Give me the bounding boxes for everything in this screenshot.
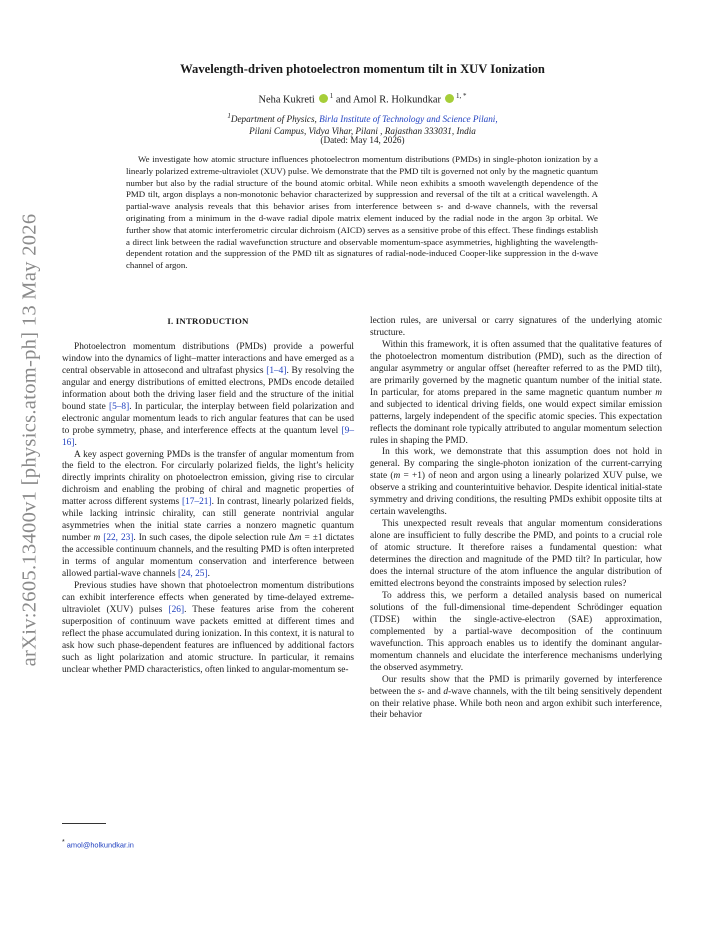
- abstract-text: We investigate how atomic structure influences photoelectron momentum distributions (PMDs) in single-photon ionization by a linearly polarized extreme-ultraviolet (XUV) pulse. We demonstrate that the PMD tilt is governed not only by the magnetic quantum number but also by the radial structure of the bound atomic orbital. While neon exhibits a smooth wavelength dependence of the PMD tilt, argon displays a non-monotonic behavior characterized by suppression and reversal of the tilt at a critical wavelength. A partial-wave analysis reveals that this behavior arises from interference between s- and d-wave channels, with the reversal originating from a minimum in the d-wave radial dipole matrix element induced by the radial node in the argon 3p orbital. We further show that atomic interferometric circular dichroism (AICD) serves as a sensitive probe of this effect. These findings establish a direct link between the radial wavefunction structure and observable momentum-space asymmetries, highlighting the wavelength-dependent rotation and the suppression of the PMD tilt as signatures of radial-node-induced Cooper-like suppression in the d-wave channel of argon.: [126, 154, 598, 271]
- address-text: Pilani Campus, Vidya Vihar, Pilani , Rajasthan 333031, India: [249, 126, 476, 137]
- paragraph: lection rules, are universal or carry signatures of the underlying atomic structure.: [370, 316, 662, 338]
- author-name: Amol R. Holkundkar: [352, 94, 441, 106]
- email-link[interactable]: amol@holkundkar.in: [66, 840, 134, 850]
- paragraph: Within this framework, it is often assumed that the qualitative features of the photoelectron momentum distribution (PMD), such as the direction of angular asymmetry or angular offset (hereafter referred to as the PMD tilt), are primarily governed by the magnetic quantum number of the initial state. In particular, for atoms prepared in the same magnetic quantum number m and subjected to identical driving fields, one would expect similar emission patterns, largely independent of the specific atomic species. This expectation reflects the dominant role typically attributed to angular momentum selection rules in shaping the PMD.: [370, 339, 662, 446]
- department-text: Department of Physics,: [230, 114, 320, 125]
- arxiv-stamp: [10, 0, 50, 932]
- citation-link[interactable]: [1–4]: [266, 365, 287, 376]
- citation-link[interactable]: [9–16]: [62, 425, 354, 448]
- math-symbol: m: [393, 471, 401, 482]
- orcid-icon[interactable]: [445, 94, 454, 103]
- author-conjunction: and: [335, 94, 351, 106]
- orcid-icon[interactable]: [319, 94, 328, 103]
- footnote-mark: *: [62, 839, 65, 846]
- citation-link[interactable]: [22, 23]: [103, 533, 134, 544]
- footnote-rule: [62, 823, 106, 824]
- footnote: [62, 839, 134, 849]
- dated-line: (Dated: May 14, 2026): [320, 135, 405, 145]
- math-symbol: d: [443, 686, 449, 697]
- affiliation-marker: 1, *: [455, 92, 467, 100]
- right-column: [370, 316, 662, 722]
- citation-link[interactable]: [26]: [168, 604, 185, 615]
- affiliation-marker: 1: [329, 92, 334, 100]
- citation-link[interactable]: [24, 25]: [177, 569, 208, 580]
- section-heading: I. INTRODUCTION: [167, 316, 249, 326]
- arxiv-identifier: arXiv:2605.13400v1 [physics.atom-ph] 13 May 2026: [18, 213, 41, 667]
- math-symbol: m: [93, 533, 101, 544]
- abstract: [126, 154, 598, 272]
- paragraph: This unexpected result reveals that angular momentum considerations alone are insufficient to fully describe the PMD, and points to a crucial role of atomic structure. It therefore raises a fundamental question: what determines the direction and magnitude of the PMD tilt? In particular, how does the internal structure of the atom influence the angular distribution of emitted electrons beyond the constraints imposed by selection rules?: [370, 519, 662, 589]
- paragraph: Photoelectron momentum distributions (PMDs) provide a powerful window into the dynamics of light–matter interactions and have emerged as a central observable in attosecond and ultrafast physics [1–4]. By resolving the angular and energy distributions of emitted electrons, PMDs encode detailed information about both the driving laser field and the structure of the initial bound state [5–8]. In particular, the interplay between field polarization and electronic angular momentum leads to rich angular features that can be used to probe symmetry, phase, and interference effects at the quantum level [9–16].: [62, 341, 355, 448]
- affiliation: [100, 110, 625, 137]
- paragraph: A key aspect governing PMDs is the transfer of angular momentum from the field to the electron. For circularly polarized fields, the light’s helicity directly imprints chirality on photoelectron emission, giving rise to circular dichroism and enabling the probing of chiral and magnetic properties of matter across different systems [17–21]. In contrast, linearly polarized fields, while lacking intrinsic chirality, can still generate nontrivial angular asymmetries when the initial state carries a nonzero magnetic quantum number m [22, 23]. In such cases, the dipole selection rule Δm = ±1 dictates the accessible continuum channels, and the resulting PMD is often interpreted in terms of angular momentum conservation and interference between allowed partial-wave channels [24, 25].: [62, 449, 355, 580]
- institute-link[interactable]: Birla Institute of Technology and Science Pilani,: [319, 114, 498, 125]
- author-name: Neha Kukreti: [258, 94, 315, 106]
- paragraph: In this work, we demonstrate that this assumption does not hold in general. By comparing the single-photon ionization of the current-carrying state (m = +1) of neon and argon using a linearly polarized XUV pulse, we observe a striking and counterintuitive behavior. Despite identical initial-state symmetry and driving conditions, the resulting PMDs exhibit opposite tilts at certain wavelengths.: [370, 447, 662, 518]
- paper-title: Wavelength-driven photoelectron momentum tilt in XUV Ionization: [180, 62, 545, 76]
- math-symbol: m: [294, 533, 302, 544]
- paragraph: To address this, we perform a detailed analysis based on numerical solutions of the full-dimensional time-dependent Schrödinger equation (TDSE) within the single-active-electron (SAE) approximation, complemented by a partial-wave decomposition of the continuum wavefunction. This approach enables us to identify the dominant angular-momentum channels and elucidate the interference mechanisms underlying the observed asymmetry.: [370, 590, 662, 673]
- paragraph: Previous studies have shown that photoelectron momentum distributions can exhibit interference effects when generated by time-delayed extreme-ultraviolet (XUV) pulses [26]. These features arise from the coherent superposition of continuum wave packets emitted at different times and reflect the phase accumulated during ionization. In this context, it is natural to ask how such phase-dependent features are influenced by additional factors such as light polarization and atomic structure. In particular, it remains unclear whether PMD characteristics, often linked to angular-momentum se-: [62, 581, 354, 675]
- left-column: [62, 316, 354, 677]
- citation-link[interactable]: [17–21]: [182, 497, 212, 508]
- paragraph: Our results show that the PMD is primarily governed by interference between the s- and d-wave channels, with the tilt being sensitively dependent on their relative phase. While both neon and argon exhibit such interference, their behavior: [370, 674, 662, 721]
- math-symbol: m: [655, 387, 662, 398]
- math-symbol: s: [417, 686, 422, 697]
- affiliation-marker: 1: [227, 112, 231, 120]
- citation-link[interactable]: [5–8]: [108, 401, 130, 412]
- author-line: [100, 92, 625, 105]
